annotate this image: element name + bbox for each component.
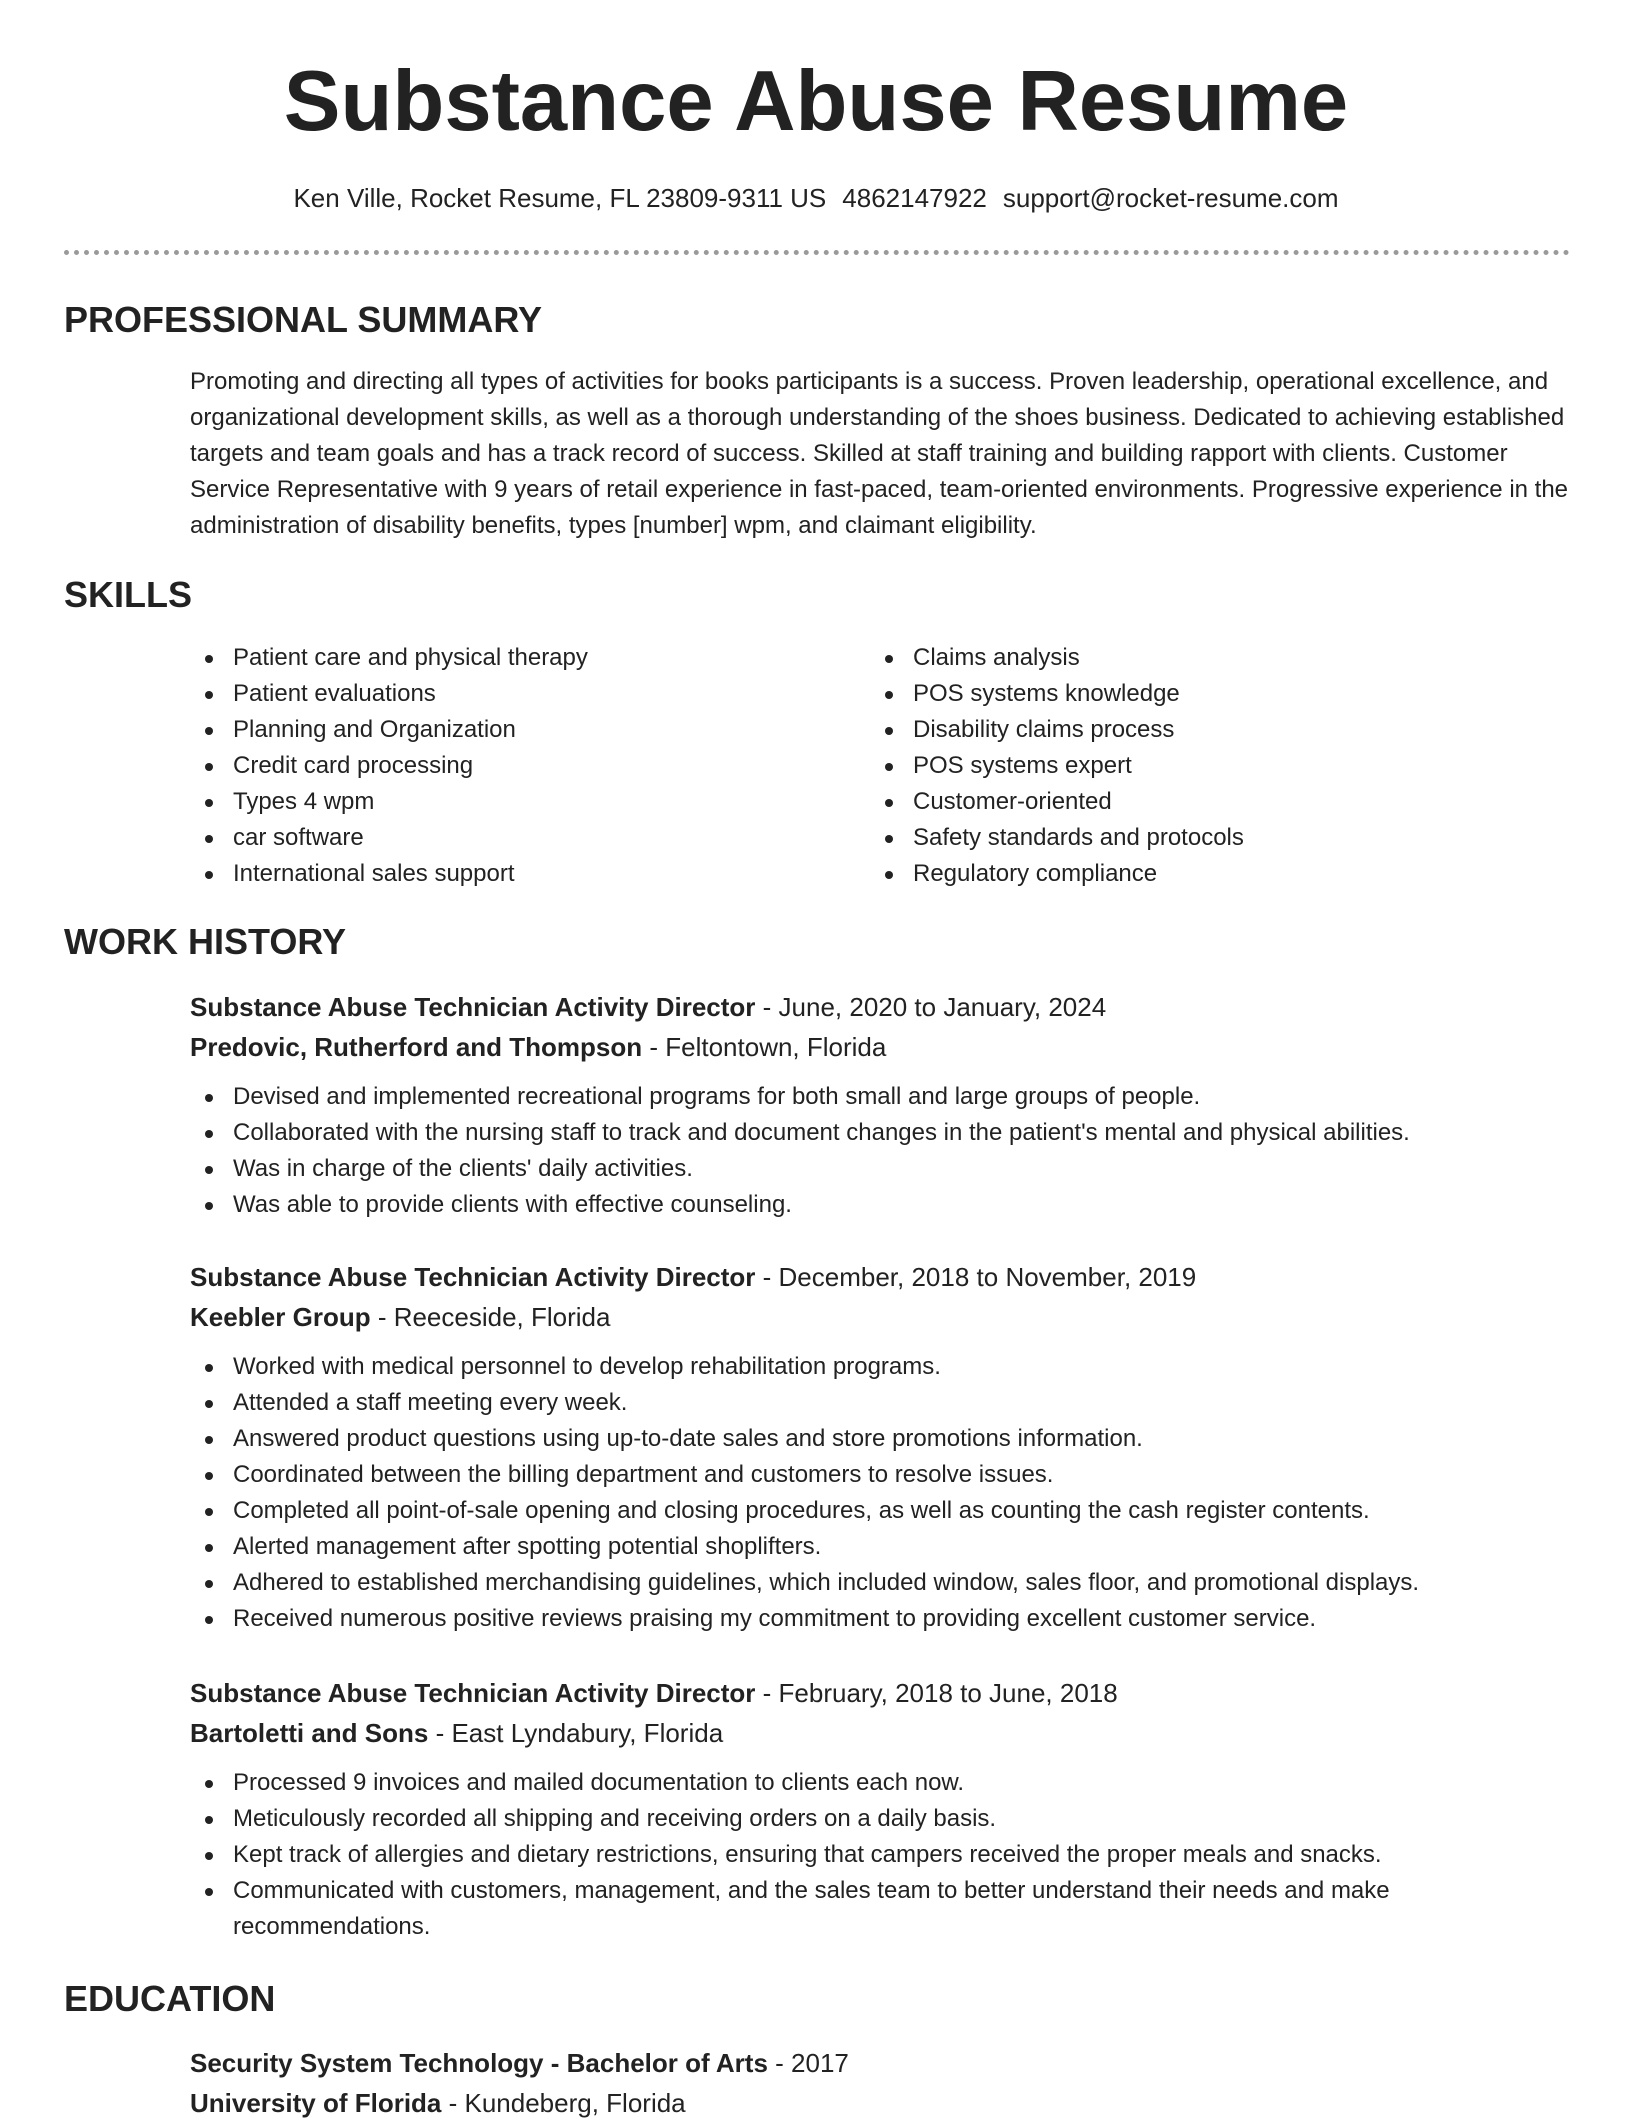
job-location: - Reeceside, Florida xyxy=(370,1302,611,1332)
job-bullet: Communicated with customers, management, and the sales team to better understand their needs and make recommendations. xyxy=(190,1873,1580,1945)
job-bullet: Attended a staff meeting every week. xyxy=(190,1385,1580,1421)
summary-heading: PROFESSIONAL SUMMARY xyxy=(64,299,543,340)
job-bullet: Coordinated between the billing department and customers to resolve issues. xyxy=(190,1457,1580,1493)
job-title-line xyxy=(190,1257,1580,1297)
job-company-line xyxy=(190,1297,1580,1337)
education-year: - 2017 xyxy=(767,2048,849,2078)
education-school: University of Florida xyxy=(190,2088,442,2118)
job-location: - Feltontown, Florida xyxy=(642,1032,887,1062)
education-entry xyxy=(190,2043,1580,2123)
job-bullet: Processed 9 invoices and mailed documentation to clients each now. xyxy=(190,1765,1580,1801)
skills-heading: SKILLS xyxy=(64,574,193,615)
job-company: Bartoletti and Sons xyxy=(190,1718,429,1748)
skill-item: Types 4 wpm xyxy=(190,784,830,820)
skill-item: POS systems expert xyxy=(870,748,1510,784)
job-bullet: Devised and implemented recreational programs for both small and large groups of people. xyxy=(190,1079,1580,1115)
job-dates: - December, 2018 to November, 2019 xyxy=(755,1262,1197,1292)
skill-item: car software xyxy=(190,820,830,856)
job-bullet: Was in charge of the clients' daily activities. xyxy=(190,1151,1580,1187)
job-bullet: Received numerous positive reviews praising my commitment to providing excellent customer service. xyxy=(190,1601,1580,1637)
job-location: - East Lyndabury, Florida xyxy=(428,1718,724,1748)
skill-item: Regulatory compliance xyxy=(870,856,1510,892)
job-title: Substance Abuse Technician Activity Director xyxy=(190,992,756,1022)
header-divider xyxy=(64,250,1570,255)
skill-item: Customer-oriented xyxy=(870,784,1510,820)
job-bullet: Was able to provide clients with effective counseling. xyxy=(190,1187,1580,1223)
education-degree: Security System Technology - Bachelor of Arts xyxy=(190,2048,768,2078)
job-bullet: Completed all point-of-sale opening and closing procedures, as well as counting the cash register contents. xyxy=(190,1493,1580,1529)
job-company-line xyxy=(190,1027,1580,1067)
job-bullet: Answered product questions using up-to-date sales and store promotions information. xyxy=(190,1421,1580,1457)
education-school-line xyxy=(190,2083,1580,2123)
job-company-line xyxy=(190,1713,1580,1753)
job-bullet: Kept track of allergies and dietary restrictions, ensuring that campers received the proper meals and snacks. xyxy=(190,1837,1580,1873)
skill-item: Safety standards and protocols xyxy=(870,820,1510,856)
education-location: - Kundeberg, Florida xyxy=(441,2088,686,2118)
job-dates: - June, 2020 to January, 2024 xyxy=(755,992,1107,1022)
job-bullets xyxy=(190,1079,1580,1223)
skills-list-left xyxy=(190,640,830,892)
contact-address: Ken Ville, Rocket Resume, FL 23809-9311 US xyxy=(293,183,827,213)
job-bullets xyxy=(190,1765,1580,1945)
job-bullet: Alerted management after spotting potential shoplifters. xyxy=(190,1529,1580,1565)
skill-item: Disability claims process xyxy=(870,712,1510,748)
education-degree-line xyxy=(190,2043,1580,2083)
job-bullet: Worked with medical personnel to develop rehabilitation programs. xyxy=(190,1349,1580,1385)
job-entry xyxy=(190,1673,1580,1945)
job-entry xyxy=(190,1257,1580,1637)
skill-item: POS systems knowledge xyxy=(870,676,1510,712)
job-title: Substance Abuse Technician Activity Director xyxy=(190,1678,756,1708)
contact-line xyxy=(0,180,1632,216)
job-title-line xyxy=(190,1673,1580,1713)
job-company: Keebler Group xyxy=(190,1302,371,1332)
job-title-line xyxy=(190,987,1580,1027)
resume-title: Substance Abuse Resume xyxy=(283,54,1349,149)
skill-item: Patient evaluations xyxy=(190,676,830,712)
education-heading: EDUCATION xyxy=(64,1978,276,2019)
job-bullets xyxy=(190,1349,1580,1637)
contact-phone: 4862147922 xyxy=(842,183,987,213)
job-entry xyxy=(190,987,1580,1223)
skill-item: Claims analysis xyxy=(870,640,1510,676)
skill-item: Patient care and physical therapy xyxy=(190,640,830,676)
job-bullet: Collaborated with the nursing staff to track and document changes in the patient's mental and physical abilities. xyxy=(190,1115,1580,1151)
work-history-heading: WORK HISTORY xyxy=(64,921,347,962)
job-dates: - February, 2018 to June, 2018 xyxy=(755,1678,1118,1708)
skill-item: Credit card processing xyxy=(190,748,830,784)
skill-item: Planning and Organization xyxy=(190,712,830,748)
job-bullet: Adhered to established merchandising guidelines, which included window, sales floor, and promotional displays. xyxy=(190,1565,1580,1601)
job-company: Predovic, Rutherford and Thompson xyxy=(190,1032,643,1062)
job-bullet: Meticulously recorded all shipping and receiving orders on a daily basis. xyxy=(190,1801,1580,1837)
job-title: Substance Abuse Technician Activity Director xyxy=(190,1262,756,1292)
skills-list-right xyxy=(870,640,1510,892)
contact-email: support@rocket-resume.com xyxy=(1002,183,1339,213)
skill-item: International sales support xyxy=(190,856,830,892)
summary-text: Promoting and directing all types of activities for books participants is a success. Proven leadership, operational excellence, and organizational development skills, as well as a thorough understanding of the shoes business. Dedicated to achieving established targets and team goals and has a track record of success. Skilled at staff training and building rapport with clients. Customer Service Representative with 9 years of retail experience in fast-paced, team-oriented environments. Progressive experience in the administration of disability benefits, types [number] wpm, and claimant eligibility. xyxy=(190,368,1569,539)
